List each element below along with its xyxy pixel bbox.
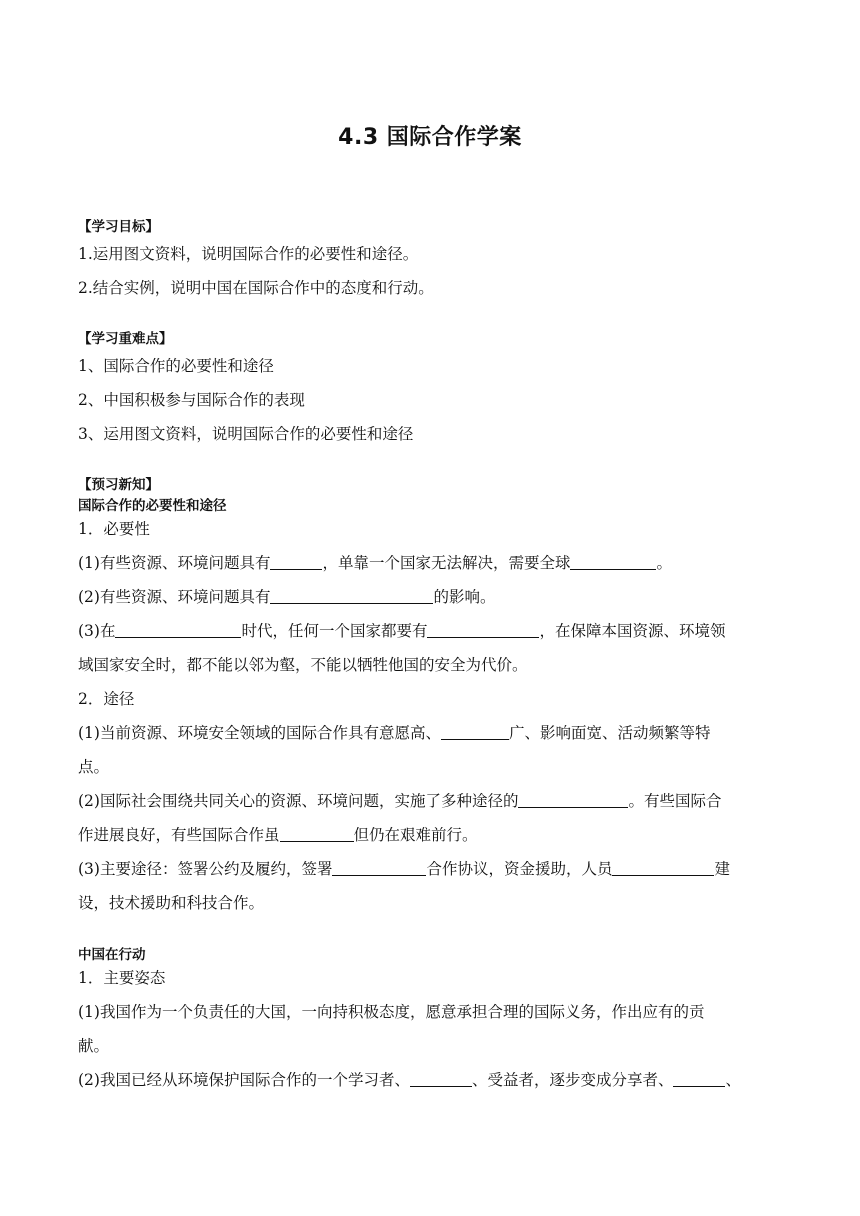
stance-item-1-cont: 献。 [78,1037,110,1055]
necessity-label: 1．必要性 [78,520,150,538]
fill-blank[interactable] [673,1070,725,1087]
fill-blank[interactable] [612,859,714,876]
stance-label: 1．主要姿态 [78,969,166,987]
approach-item-2 [78,791,721,811]
fill-blank[interactable] [570,553,656,570]
text-segment: 时代，任何一个国家都要有 [241,622,428,640]
approach-item-1-cont: 点。 [78,758,110,776]
text-segment: (3)在 [78,622,116,640]
approach-item-2-cont [78,825,478,845]
section1-title: 国际合作的必要性和途径 [78,498,227,514]
fill-blank[interactable] [410,1070,472,1087]
text-segment: 。 [656,554,672,572]
text-segment: 、受益者，逐步变成分享者、 [471,1071,674,1089]
approach-item-3 [78,859,730,879]
text-segment: (1)有些资源、环境问题具有 [78,554,271,572]
key-point-item: 1、国际合作的必要性和途径 [78,357,274,375]
text-segment: 的影响。 [433,588,496,606]
text-segment: ，在保障本国资源、环境领 [539,622,726,640]
text-segment: 建 [714,860,730,878]
necessity-item-3 [78,621,726,641]
stance-item-1: (1)我国作为一个负责任的大国，一向持积极态度，愿意承担合理的国际义务，作出应有的贡 [78,1003,705,1021]
text-segment: 、 [725,1071,741,1089]
objectives-heading: 【学习目标】 [78,219,159,235]
preview-heading: 【预习新知】 [78,477,159,493]
fill-blank[interactable] [280,825,354,842]
fill-blank[interactable] [115,621,241,638]
text-segment: (2)国际社会围绕共同关心的资源、环境问题，实施了多种途径的 [78,792,519,810]
document-title: 4.3 国际合作学案 [338,125,522,150]
objective-item: 2.结合实例，说明中国在国际合作中的态度和行动。 [78,279,434,297]
necessity-item-1 [78,553,672,573]
text-segment: (2)我国已经从环境保护国际合作的一个学习者、 [78,1071,410,1089]
text-segment: 广、影响面宽、活动频繁等特 [508,724,711,742]
section2-title: 中国在行动 [78,947,146,963]
key-point-item: 3、运用图文资料，说明国际合作的必要性和途径 [78,425,414,443]
text-segment: ，单靠一个国家无法解决，需要全球 [322,554,571,572]
fill-blank[interactable] [332,859,426,876]
fill-blank[interactable] [441,723,509,740]
fill-blank[interactable] [518,791,628,808]
fill-blank[interactable] [270,587,433,604]
necessity-item-2 [78,587,495,607]
key-point-item: 2、中国积极参与国际合作的表现 [78,391,305,409]
approach-label: 2．途径 [78,690,135,708]
text-segment: 但仍在艰难前行。 [353,826,478,844]
objective-item: 1.运用图文资料，说明国际合作的必要性和途径。 [78,245,419,263]
stance-item-2 [78,1070,741,1090]
fill-blank[interactable] [270,553,322,570]
text-segment: (1)当前资源、环境安全领域的国际合作具有意愿高、 [78,724,441,742]
approach-item-1 [78,723,710,743]
text-segment: 。有些国际合 [628,792,722,810]
key-points-heading: 【学习重难点】 [78,331,173,347]
fill-blank[interactable] [427,621,539,638]
text-segment: 作进展良好，有些国际合作虽 [78,826,280,844]
approach-item-3-cont: 设，技术援助和科技合作。 [78,894,265,912]
text-segment: 合作协议，资金援助，人员 [426,860,613,878]
text-segment: (2)有些资源、环境问题具有 [78,588,271,606]
necessity-item-3-cont: 域国家安全时，都不能以邻为壑，不能以牺牲他国的安全为代价。 [78,656,528,674]
text-segment: (3)主要途径：签署公约及履约，签署 [78,860,333,878]
